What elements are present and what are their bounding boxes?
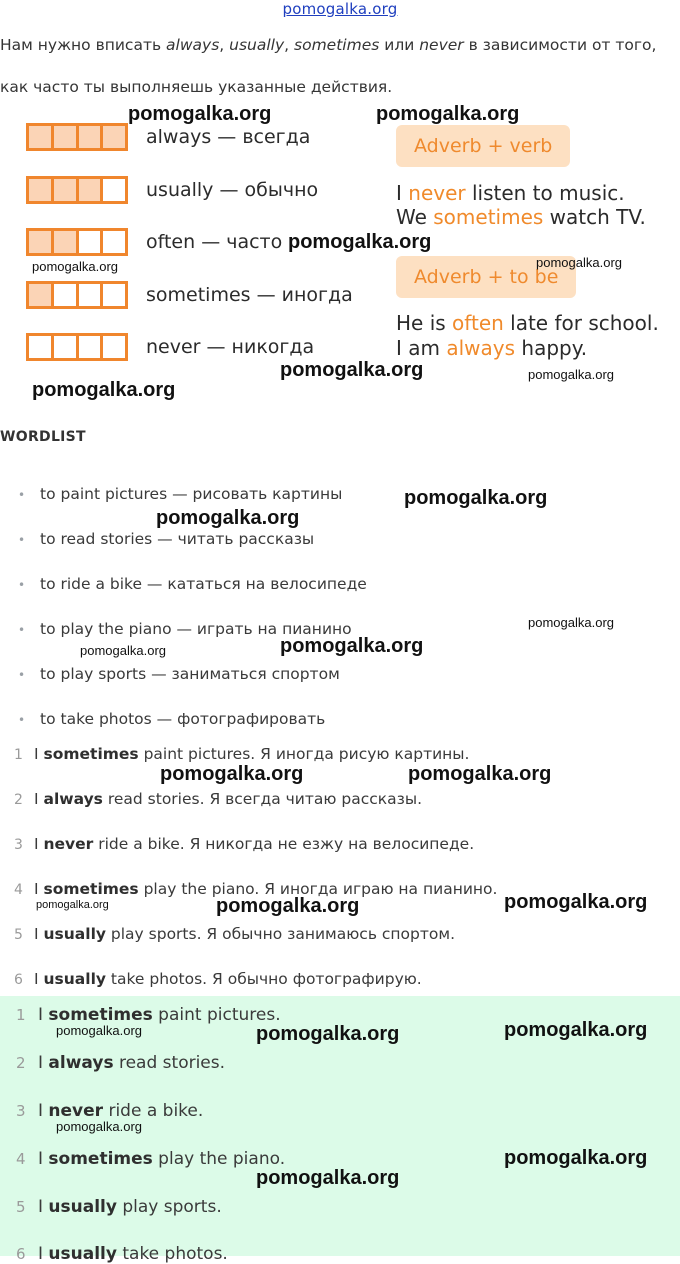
answer-item: 6 I usually take photos. bbox=[16, 1244, 228, 1264]
watermark: pomogalka.org bbox=[80, 643, 166, 658]
bullet-icon: • bbox=[18, 712, 26, 727]
list-item: • to play the piano — играть на пианино bbox=[18, 620, 352, 638]
watermark: pomogalka.org bbox=[280, 635, 424, 657]
frequency-label: usually — обычно bbox=[146, 179, 319, 201]
watermark: pomogalka.org bbox=[280, 359, 424, 381]
answer-item: 1 I sometimes paint pictures. bbox=[16, 1005, 281, 1025]
answer-item: 3 I never ride a bike. bbox=[16, 1101, 204, 1121]
list-item: • to take photos — фотографировать bbox=[18, 710, 326, 728]
frequency-row bbox=[26, 122, 310, 152]
grammar-example: He is often late for school. bbox=[396, 311, 659, 335]
watermark: pomogalka.org bbox=[404, 487, 548, 509]
list-item: • to read stories — читать рассказы bbox=[18, 530, 315, 548]
frequency-meter bbox=[26, 176, 128, 204]
frequency-label: always — всегда bbox=[146, 126, 311, 148]
watermark: pomogalka.org bbox=[376, 103, 520, 125]
frequency-label: sometimes — иногда bbox=[146, 284, 353, 306]
watermark: pomogalka.org bbox=[128, 103, 272, 125]
grammar-pill-adverb-verb: Adverb + verb bbox=[396, 125, 570, 167]
translation-item: 3 I never ride a bike. Я никогда не езжу на велосипеде. bbox=[14, 835, 475, 853]
watermark: pomogalka.org bbox=[32, 379, 176, 401]
watermark: pomogalka.org bbox=[528, 615, 614, 630]
watermark: pomogalka.org bbox=[216, 895, 360, 917]
translation-item: 5 I usually play sports. Я обычно занимаюсь спортом. bbox=[14, 925, 455, 943]
translation-item: 1 I sometimes paint pictures. Я иногда рисую картины. bbox=[14, 745, 470, 763]
watermark: pomogalka.org bbox=[504, 1019, 648, 1041]
watermark: pomogalka.org bbox=[156, 507, 300, 529]
watermark: pomogalka.org bbox=[536, 255, 622, 270]
list-item: • to play sports — заниматься спортом bbox=[18, 665, 340, 683]
answer-item: 4 I sometimes play the piano. bbox=[16, 1149, 286, 1169]
watermark: pomogalka.org bbox=[56, 1119, 142, 1134]
watermark: pomogalka.org bbox=[32, 259, 118, 274]
translation-item: 4 I sometimes play the piano. Я иногда играю на пианино. bbox=[14, 880, 498, 898]
translation-item: 2 I always read stories. Я всегда читаю рассказы. bbox=[14, 790, 423, 808]
watermark: pomogalka.org bbox=[160, 763, 304, 785]
frequency-meter bbox=[26, 123, 128, 151]
frequency-row bbox=[26, 280, 353, 310]
site-brand-link[interactable]: pomogalka.org bbox=[282, 0, 398, 18]
answer-item: 2 I always read stories. bbox=[16, 1053, 226, 1073]
frequency-row bbox=[26, 332, 314, 362]
watermark: pomogalka.org bbox=[288, 231, 432, 253]
watermark: pomogalka.org bbox=[408, 763, 552, 785]
frequency-label: never — никогда bbox=[146, 336, 315, 358]
watermark: pomogalka.org bbox=[36, 899, 109, 911]
watermark: pomogalka.org bbox=[528, 367, 614, 382]
watermark: pomogalka.org bbox=[56, 1023, 142, 1038]
frequency-row bbox=[26, 175, 318, 205]
intro-line-2: как часто ты выполняешь указанные действия. bbox=[0, 78, 393, 96]
bullet-icon: • bbox=[18, 577, 26, 592]
watermark: pomogalka.org bbox=[256, 1023, 400, 1045]
wordlist-heading: WORDLIST bbox=[0, 429, 86, 445]
frequency-meter bbox=[26, 333, 128, 361]
grammar-example: I am always happy. bbox=[396, 336, 588, 360]
intro-line-1: Нам нужно вписать always, usually, sometimes или never в зависимости от того, bbox=[0, 36, 657, 54]
watermark: pomogalka.org bbox=[504, 891, 648, 913]
list-item: • to ride a bike — кататься на велосипеде bbox=[18, 575, 367, 593]
watermark: pomogalka.org bbox=[256, 1167, 400, 1189]
grammar-pill-adverb-to-be: Adverb + to be bbox=[396, 256, 576, 298]
frequency-meter bbox=[26, 281, 128, 309]
bullet-icon: • bbox=[18, 532, 26, 547]
bullet-icon: • bbox=[18, 487, 26, 502]
frequency-row bbox=[26, 227, 282, 257]
answer-item: 5 I usually play sports. bbox=[16, 1197, 222, 1217]
bullet-icon: • bbox=[18, 667, 26, 682]
bullet-icon: • bbox=[18, 622, 26, 637]
list-item: • to paint pictures — рисовать картины bbox=[18, 485, 343, 503]
frequency-label: often — часто bbox=[146, 231, 283, 253]
grammar-example: We sometimes watch TV. bbox=[396, 205, 646, 229]
watermark: pomogalka.org bbox=[504, 1147, 648, 1169]
frequency-meter bbox=[26, 228, 128, 256]
grammar-example: I never listen to music. bbox=[396, 181, 625, 205]
translation-item: 6 I usually take photos. Я обычно фотографирую. bbox=[14, 970, 422, 988]
intro-text bbox=[0, 34, 678, 118]
